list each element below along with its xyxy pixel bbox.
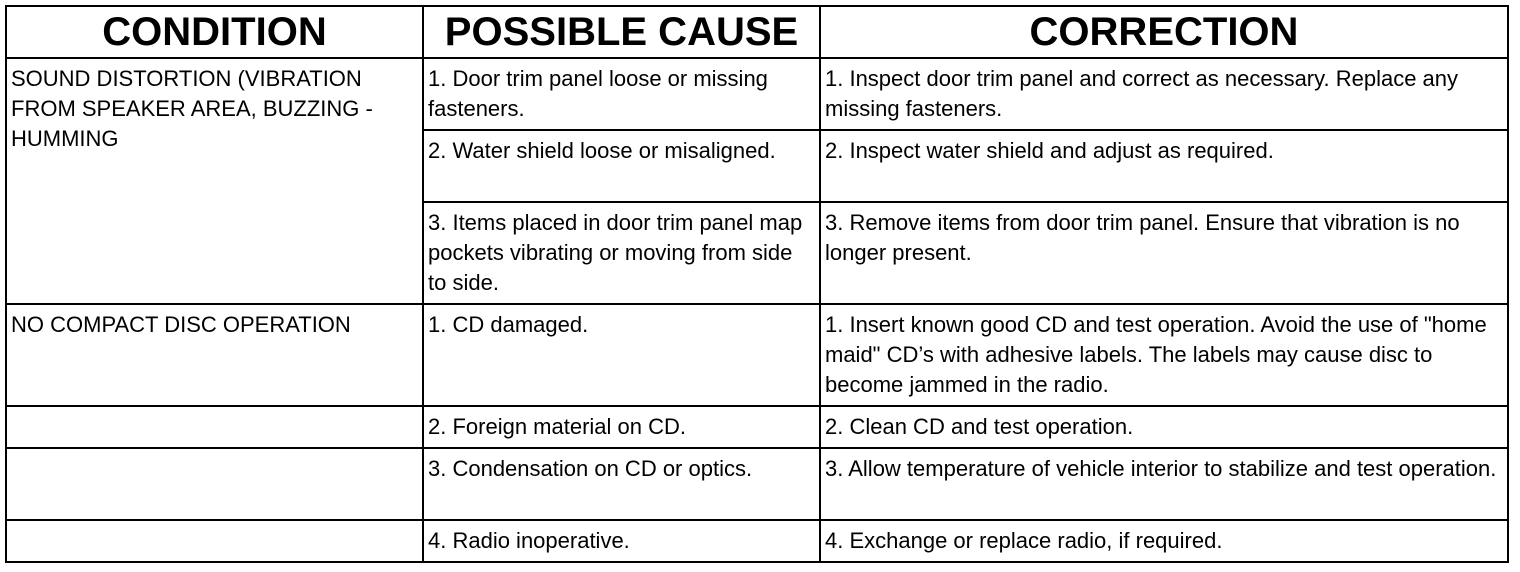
condition-text: SOUND DISTORTION (VIBRATION FROM SPEAKER AREA, BUZZING - HUMMING [11, 66, 373, 151]
correction-cell [820, 406, 1508, 448]
cause-text: 2. Water shield loose or misaligned. [428, 138, 776, 163]
condition-cell [6, 448, 423, 520]
cause-cell [423, 406, 820, 448]
table-header-row [6, 6, 1508, 58]
correction-text: 1. Insert known good CD and test operation. Avoid the use of "home maid" CD’s with adhesive labels. The labels may cause disc to become jammed in the radio. [825, 312, 1487, 397]
table-row [6, 520, 1508, 562]
cause-cell [423, 520, 820, 562]
correction-cell [820, 130, 1508, 202]
correction-cell [820, 304, 1508, 406]
correction-text: 3. Allow temperature of vehicle interior to stabilize and test operation. [825, 456, 1497, 481]
condition-cell [6, 58, 423, 304]
cause-text: 4. Radio inoperative. [428, 528, 630, 553]
cause-text: 3. Condensation on CD or optics. [428, 456, 753, 481]
table-row [6, 448, 1508, 520]
table-row [6, 304, 1508, 406]
correction-text: 2. Clean CD and test operation. [825, 414, 1134, 439]
table-row [6, 58, 1508, 130]
condition-cell [6, 520, 423, 562]
cause-text: 1. Door trim panel loose or missing fasteners. [428, 66, 768, 121]
header-condition: CONDITION [6, 6, 423, 58]
header-correction: CORRECTION [820, 6, 1508, 58]
cause-cell [423, 202, 820, 304]
table-row [6, 406, 1508, 448]
correction-text: 4. Exchange or replace radio, if required. [825, 528, 1223, 553]
cause-cell [423, 448, 820, 520]
correction-cell [820, 58, 1508, 130]
cause-text: 2. Foreign material on CD. [428, 414, 686, 439]
correction-text: 2. Inspect water shield and adjust as required. [825, 138, 1274, 163]
correction-cell [820, 202, 1508, 304]
correction-text: 1. Inspect door trim panel and correct as necessary. Replace any missing fasteners. [825, 66, 1459, 121]
cause-text: 1. CD damaged. [428, 312, 589, 337]
cause-cell [423, 130, 820, 202]
condition-text: NO COMPACT DISC OPERATION [11, 312, 351, 337]
correction-cell [820, 520, 1508, 562]
diagnosis-table [5, 5, 1509, 563]
cause-cell [423, 304, 820, 406]
cause-cell [423, 58, 820, 130]
condition-cell [6, 406, 423, 448]
condition-cell [6, 304, 423, 406]
cause-text: 3. Items placed in door trim panel map pockets vibrating or moving from side to side. [428, 210, 803, 295]
correction-cell [820, 448, 1508, 520]
correction-text: 3. Remove items from door trim panel. Ensure that vibration is no longer present. [825, 210, 1460, 265]
header-possible-cause: POSSIBLE CAUSE [423, 6, 820, 58]
